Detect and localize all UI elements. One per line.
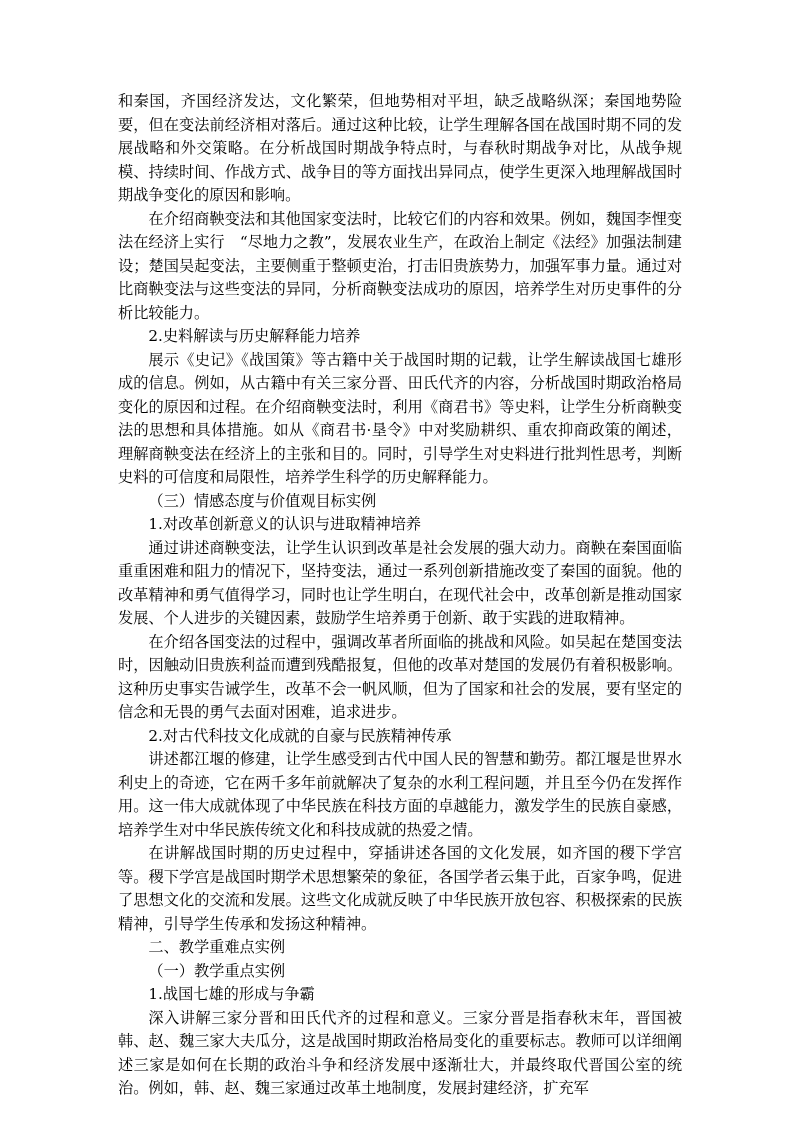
section-heading-2: （三）情感态度与价值观目标实例 [148,491,377,510]
section-heading-3: 1.对改革创新意义的认识与进取精神培养 [148,515,422,533]
paragraph-5: 在介绍各国变法的过程中，强调改革者所面临的挑战和风险。如吴起在楚国变法时，因触动旧贵族利益而遭到残酷报复，但他的改革对楚国的发展仍有着积极影响。这种历史事实告诫学生，改革不会一帆风顺，但为了国家和社会的发展，要有坚定的信念和无畏的勇气去面对困难，追求进步。 [118,632,682,721]
paragraph-7: 在讲解战国时期的历史过程中，穿插讲述各国的文化发展，如齐国的稷下学宫等。稷下学宫是战国时期学术思想繁荣的象征，各国学者云集于此，百家争鸣，促进了思想文化的交流和发展。这些文化成就反映了中华民族开放包容、积极探索的民族精神，引导学生传承和发扬这种精神。 [118,844,682,933]
section-heading-1: 2.史料解读与历史解释能力培养 [148,327,361,345]
section-heading-4: 2.对古代科技文化成就的自豪与民族精神传承 [148,726,452,745]
paragraph-3: 展示《史记》《战国策》等古籍中关于战国时期的记载，让学生解读战国七雄形成的信息。例如，从古籍中有关三家分晋、田氏代齐的内容，分析战国时期政治格局变化的原因和过程。在介绍商鞅变法时，利用《商君书》等史料，让学生分析商鞅变法的思想和具体措施。如从《商君书·垦令》中对奖励耕织、重农抑商政策的阐述，理解商鞅变法在经济上的主张和目的。同时，引导学生对史料进行批判性思考，判断史料的可信度和局限性，培养学生科学的历史解释能力。 [118,350,682,486]
section-heading-6: （一）教学重点实例 [148,961,286,980]
section-heading-5: 二、教学重难点实例 [148,938,286,956]
paragraph-1: 和秦国，齐国经济发达，文化繁荣，但地势相对平坦，缺乏战略纵深；秦国地势险要，但在变法前经济相对落后。通过这种比较，让学生理解各国在战国时期不同的发展战略和外交策略。在分析战国时期战争特点时，与春秋时期战争对比，从战争规模、持续时间、作战方式、战争目的等方面找出异同点，使学生更深入地理解战国时期战争变化的原因和影响。 [118,92,682,204]
paragraph-4: 通过讲述商鞅变法，让学生认识到改革是社会发展的强大动力。商鞅在秦国面临重重困难和阻力的情况下，坚持变法，通过一系列创新措施改变了秦国的面貌。他的改革精神和勇气值得学习，同时也让学生明白，在现代社会中，改革创新是推动国家发展、个人进步的关键因素，鼓励学生培养勇于创新、敢于实践的进取精神。 [118,538,682,627]
section-heading-7: 1.战国七雄的形成与争霸 [148,985,315,1003]
paragraph-8: 深入讲解三家分晋和田氏代齐的过程和意义。三家分晋是指春秋末年，晋国被韩、赵、魏三家大夫瓜分，这是战国时期政治格局变化的重要标志。教师可以详细阐述三家是如何在长期的政治斗争和经济发展中逐渐壮大，并最终取代晋国公室的统治。例如，韩、赵、魏三家通过改革土地制度，发展封建经济，扩充军 [118,1008,682,1097]
paragraph-6: 讲述都江堰的修建，让学生感受到古代中国人民的智慧和勤劳。都江堰是世界水利史上的奇迹，它在两千多年前就解决了复杂的水利工程问题，并且至今仍在发挥作用。这一伟大成就体现了中华民族在科技方面的卓越能力，激发学生的民族自豪感，培养学生对中华民族传统文化和科技成就的热爱之情。 [118,750,682,839]
document-page [118,90,682,1101]
paragraph-2: 在介绍商鞅变法和其他国家变法时，比较它们的内容和效果。例如，魏国李悝变法在经济上实行 “尽地力之教”，发展农业生产，在政治上制定《法经》加强法制建设；楚国吴起变法，主要侧重于整顿吏治，打击旧贵族势力，加强军事力量。通过对比商鞅变法与这些变法的异同，分析商鞅变法成功的原因，培养学生对历史事件的分析比较能力。 [118,209,682,322]
